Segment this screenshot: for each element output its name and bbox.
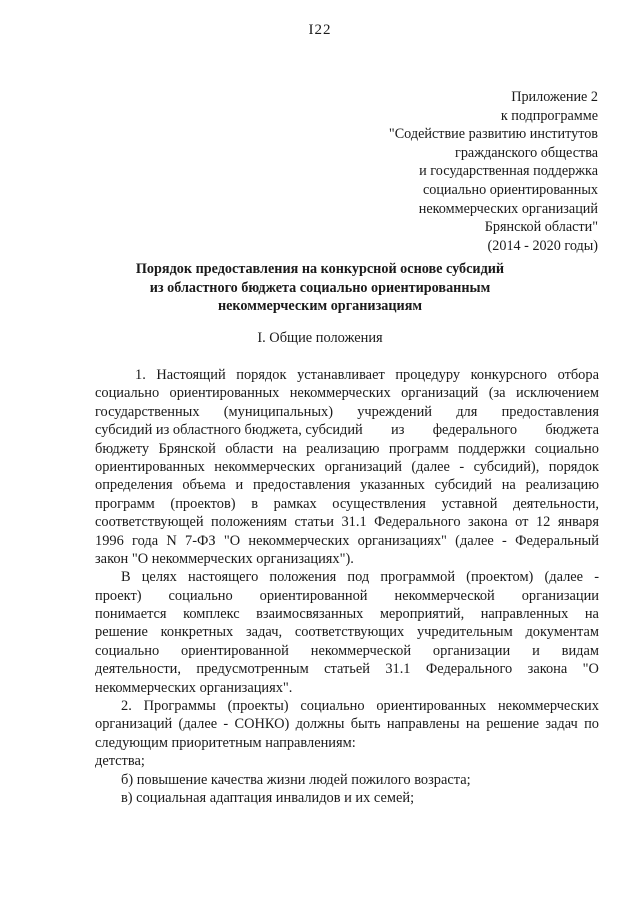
word: программой <box>380 569 456 586</box>
word: организациях" <box>357 532 447 549</box>
paragraph-line <box>95 513 599 531</box>
word: организаций <box>324 458 402 475</box>
word: социально <box>95 385 160 402</box>
paragraph-line <box>95 403 599 421</box>
word: реализацию <box>306 440 380 457</box>
word: на <box>501 477 516 494</box>
word: деятельности, <box>513 495 599 512</box>
list-item-b: б) повышение качества жизни людей пожилого возраста; <box>121 771 471 788</box>
appendix-line: социально ориентированных <box>422 181 598 198</box>
word: ориентированных <box>95 458 205 475</box>
word: (проекты) <box>227 698 289 715</box>
word: Программы <box>143 698 216 715</box>
word: объема <box>182 477 226 494</box>
word: конкурсного <box>470 367 547 383</box>
word: (далее <box>411 458 450 475</box>
word: предоставления <box>501 403 599 420</box>
word: решение <box>486 716 540 733</box>
word: и <box>532 642 540 659</box>
word: порядок <box>548 458 599 475</box>
word: организаций <box>95 716 173 733</box>
word: "О <box>582 661 599 678</box>
word: Федерального <box>425 661 513 678</box>
word: уставной <box>441 495 498 512</box>
word: учреждений <box>357 403 432 420</box>
word: соответствующей <box>95 514 204 531</box>
word: 1. <box>135 367 146 383</box>
word: организации <box>521 587 599 604</box>
word: субсидий), <box>473 458 540 475</box>
word: отбора <box>557 367 599 383</box>
document-body <box>95 366 599 807</box>
word: ориентированной <box>181 642 289 659</box>
word: задач, <box>246 624 283 641</box>
paragraph-line <box>95 587 599 605</box>
paragraph-line: следующим приоритетным направлениям: <box>95 734 356 751</box>
title-line: из областного бюджета социально ориентированным <box>149 279 491 296</box>
word: комплекс <box>183 606 240 623</box>
word: социально <box>534 440 599 457</box>
word: закона <box>468 514 508 531</box>
word: осуществления <box>332 495 426 512</box>
word: программ <box>388 440 449 457</box>
word: на <box>282 440 297 457</box>
word: процедуру <box>395 367 461 383</box>
word: целях <box>141 569 177 586</box>
paragraph-2 <box>95 568 599 678</box>
word: взаимосвязанных <box>256 606 364 623</box>
word: СОНКО) <box>234 716 290 733</box>
paragraph-line <box>95 568 599 586</box>
word: из <box>391 422 405 439</box>
word: (за <box>488 385 506 402</box>
word: - <box>594 569 599 586</box>
paragraph-line <box>95 366 599 384</box>
paragraph-line <box>95 715 599 733</box>
appendix-line: Приложение 2 <box>511 89 598 105</box>
word: некоммерческой <box>310 642 412 659</box>
word: определения <box>95 477 173 494</box>
word: 2. <box>121 698 132 715</box>
word: (далее <box>544 569 584 586</box>
word: Федерального <box>374 514 461 531</box>
paragraph-line <box>95 495 599 513</box>
word: на <box>584 606 599 623</box>
word: предоставления <box>252 477 351 494</box>
word: под <box>347 569 370 586</box>
word: статьи <box>294 514 334 531</box>
paragraph-line <box>95 440 599 458</box>
paragraph-line <box>95 605 599 623</box>
word: учредительным <box>416 624 513 641</box>
paragraph-line <box>95 660 599 678</box>
word: соответствующих <box>294 624 405 641</box>
word: организации <box>432 642 511 659</box>
word: понимается <box>95 606 167 623</box>
word: по <box>584 716 599 733</box>
paragraph-line <box>95 642 599 660</box>
word: (проектом) <box>466 569 534 586</box>
word: конкретных <box>160 624 234 641</box>
paragraph-line <box>95 458 599 476</box>
word: ориентированной <box>259 587 368 604</box>
appendix-line: гражданского общества <box>455 144 598 161</box>
word: направленных <box>480 606 569 623</box>
word: области <box>225 440 274 457</box>
word: 7-ФЗ <box>185 532 216 549</box>
list-item-c: в) социальная адаптация инвалидов и их семей; <box>121 789 415 806</box>
word: Настоящий <box>156 367 226 383</box>
word: бюджету <box>95 440 150 457</box>
word: для <box>456 403 478 420</box>
word: документам <box>525 624 599 641</box>
word: бюджета <box>545 422 599 439</box>
word: мероприятий, <box>379 606 465 623</box>
word: федерального <box>432 422 518 439</box>
section-heading: I. Общие положения <box>257 330 383 346</box>
word: поддержки <box>458 440 526 457</box>
word: некоммерческих <box>248 532 350 549</box>
appendix-line: Брянской области" <box>484 219 598 236</box>
word: в <box>251 495 258 512</box>
word: некоммерческих <box>497 698 599 715</box>
word: Брянской <box>158 440 216 457</box>
word: 12 <box>535 514 551 531</box>
word: некоммерческой <box>394 587 495 604</box>
title-line: Порядок предоставления на конкурсной основе субсидий <box>135 261 505 277</box>
word: социально <box>168 587 233 604</box>
word: от <box>515 514 529 531</box>
document-title <box>0 260 640 316</box>
word: государственных <box>95 403 200 420</box>
word: задач <box>545 716 578 733</box>
word: статьей <box>324 661 370 678</box>
word: субсидий <box>434 477 492 494</box>
word: "О <box>223 532 241 549</box>
appendix-line: и государственная поддержка <box>419 163 598 180</box>
word: должны <box>295 716 345 733</box>
word: 31.1 <box>385 661 411 678</box>
word: порядок <box>236 367 287 383</box>
word: настоящего <box>187 569 259 586</box>
word: решение <box>95 624 148 641</box>
word: видам <box>561 642 599 659</box>
word: некоммерческих <box>214 458 316 475</box>
paragraph-3 <box>95 697 599 734</box>
word: социально <box>95 642 160 659</box>
word: направлены <box>386 716 460 733</box>
word: (муниципальных) <box>223 403 333 420</box>
paragraph-1 <box>95 366 599 550</box>
word: закона <box>527 661 568 678</box>
appendix-line: (2014 - 2020 годы) <box>487 237 598 254</box>
paragraph-line <box>95 384 599 402</box>
word: на <box>465 716 480 733</box>
word: года <box>132 532 159 549</box>
word: - <box>459 458 465 475</box>
paragraph-line <box>95 421 599 439</box>
appendix-line: "Содействие развитию институтов <box>388 126 598 143</box>
word: 31.1 <box>341 514 367 531</box>
paragraph-line: закон "О некоммерческих организациях"). <box>95 550 354 567</box>
word: указанных <box>360 477 425 494</box>
paragraph-line <box>95 623 599 641</box>
appendix-line: к подпрограмме <box>500 107 598 124</box>
word: (проектов) <box>170 495 236 512</box>
appendix-line: некоммерческих организаций <box>418 200 598 217</box>
word: быть <box>350 716 381 733</box>
word: (далее <box>178 716 218 733</box>
word: организаций <box>401 385 479 402</box>
word: - <box>502 532 507 549</box>
word: реализацию <box>525 477 599 494</box>
word: 1996 <box>95 532 124 549</box>
paragraph-line <box>95 532 599 550</box>
word: предусмотренным <box>196 661 309 678</box>
word: ориентированных <box>169 385 280 402</box>
word: и <box>235 477 244 494</box>
page-number: I22 <box>308 22 332 38</box>
title-line: некоммерческим организациям <box>217 298 423 315</box>
word: В <box>121 569 131 586</box>
appendix-header <box>298 88 598 255</box>
word: Федеральный <box>515 532 599 549</box>
word: социально <box>300 698 365 715</box>
word: января <box>557 514 599 531</box>
word: (далее <box>455 532 494 549</box>
word: некоммерческих <box>289 385 391 402</box>
paragraph-line <box>95 476 599 494</box>
word: положения <box>269 569 337 586</box>
word: - <box>223 716 229 733</box>
word: исключением <box>515 385 599 402</box>
word: N <box>166 532 177 549</box>
word: деятельности, <box>95 661 181 678</box>
word: устанавливает <box>297 367 385 383</box>
word: рамках <box>273 495 317 512</box>
word: программ <box>95 495 155 512</box>
word: проект) <box>95 587 142 604</box>
word: положениям <box>211 514 288 531</box>
word: субсидий из областного бюджета, субсидий <box>95 422 363 439</box>
word: ориентированных <box>376 698 487 715</box>
paragraph-line: детства; <box>95 753 145 770</box>
paragraph-line: некоммерческих организациях". <box>95 679 293 696</box>
paragraph-line <box>95 697 599 715</box>
